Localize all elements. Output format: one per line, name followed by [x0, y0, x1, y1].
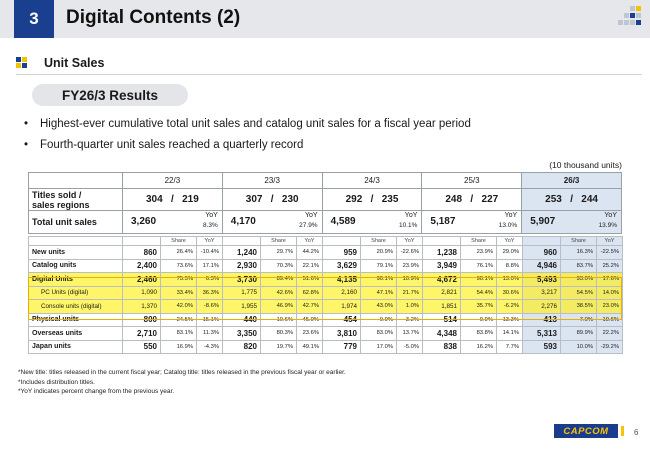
- total-label: Total unit sales: [29, 211, 123, 234]
- total-value: 4,170: [230, 216, 256, 227]
- share-value: 16.2%: [461, 340, 497, 354]
- share-value: 80.3%: [261, 327, 297, 341]
- yoy-value: 6.3%: [197, 273, 223, 287]
- share-value: 42.0%: [161, 300, 197, 314]
- unit-value: 2,276: [523, 300, 561, 314]
- year-header-current: 26/3: [522, 173, 622, 189]
- year-header: 24/3: [322, 173, 422, 189]
- total-value: 4,589: [330, 216, 356, 227]
- yoy-value: 13.7%: [397, 327, 423, 341]
- unit-value: 2,710: [123, 327, 161, 341]
- yoy-value: 10.1%: [398, 222, 418, 229]
- detail-table: [28, 236, 623, 354]
- value-header: [323, 237, 361, 246]
- yoy-value: 22.1%: [297, 259, 323, 273]
- unit-value: 454: [323, 313, 361, 327]
- yoy-value: 17.1%: [197, 259, 223, 273]
- table-row: [29, 259, 623, 273]
- row-label: Catalog units: [29, 259, 123, 273]
- yoy-value: 22.2%: [597, 327, 623, 341]
- section-number: 3: [14, 0, 54, 38]
- yoy-value: 10.9%: [397, 273, 423, 287]
- unit-value: 3,350: [223, 327, 261, 341]
- total-cell: [123, 211, 223, 234]
- bullet-text: Highest-ever cumulative total unit sales and catalog unit sales for a fiscal year period: [40, 118, 471, 130]
- share-value: 76.1%: [461, 259, 497, 273]
- footnotes: [18, 368, 346, 397]
- yoy-value: 1.0%: [397, 300, 423, 314]
- unit-value: 4,135: [323, 273, 361, 287]
- unit-value: 1,090: [123, 286, 161, 300]
- share-value: 73.6%: [161, 259, 197, 273]
- yoy-label: YoY: [205, 212, 218, 219]
- total-row: [29, 211, 622, 234]
- yoy-value: -29.2%: [597, 340, 623, 354]
- unit-value: 1,974: [323, 300, 361, 314]
- share-value: 16.9%: [161, 340, 197, 354]
- unit-value: 1,370: [123, 300, 161, 314]
- yoy-value: 25.2%: [597, 259, 623, 273]
- unit-note: (10 thousand units): [549, 160, 622, 170]
- unit-value: 5,313: [523, 327, 561, 341]
- unit-value: 2,930: [223, 259, 261, 273]
- yoy-value: 21.7%: [397, 286, 423, 300]
- footnote: *Includes distribution titles.: [18, 378, 95, 386]
- summary-year-row: [29, 173, 622, 189]
- corner-cell: [29, 237, 123, 246]
- section-icon: [16, 57, 27, 68]
- yoy-header: YoY: [397, 237, 423, 246]
- share-value: 7.0%: [561, 313, 597, 327]
- page-number: 6: [634, 428, 639, 437]
- unit-value: 1,775: [223, 286, 261, 300]
- share-value: 29.7%: [261, 246, 297, 260]
- unit-value: 779: [323, 340, 361, 354]
- unit-value: 820: [223, 340, 261, 354]
- share-value: 23.9%: [461, 246, 497, 260]
- yoy-value: 14.0%: [597, 286, 623, 300]
- share-value: 54.4%: [461, 286, 497, 300]
- unit-value: 3,810: [323, 327, 361, 341]
- titles-label: Titles sold / sales regions: [29, 189, 123, 211]
- unit-value: 3,949: [423, 259, 461, 273]
- share-value: 93.0%: [561, 273, 597, 287]
- unit-value: 2,460: [123, 273, 161, 287]
- unit-value: 4,348: [423, 327, 461, 341]
- value-header: [523, 237, 561, 246]
- share-value: 9.9%: [361, 313, 397, 327]
- yoy-value: 51.6%: [297, 273, 323, 287]
- share-value: 9.9%: [461, 313, 497, 327]
- unit-value: 3,730: [223, 273, 261, 287]
- share-header: Share: [561, 237, 597, 246]
- share-value: 83.1%: [161, 327, 197, 341]
- yoy-value: -22.6%: [397, 246, 423, 260]
- yoy-value: -4.3%: [197, 340, 223, 354]
- share-header: Share: [261, 237, 297, 246]
- share-header: Share: [461, 237, 497, 246]
- share-value: 89.9%: [561, 327, 597, 341]
- unit-value: 838: [423, 340, 461, 354]
- share-value: 83.8%: [461, 327, 497, 341]
- total-cell: [522, 211, 622, 234]
- table-row: [29, 340, 623, 354]
- yoy-label: YoY: [604, 212, 617, 219]
- total-cell: [222, 211, 322, 234]
- yoy-value: 13.3%: [497, 313, 523, 327]
- unit-value: 1,240: [223, 246, 261, 260]
- yoy-value: 13.9%: [598, 222, 617, 229]
- share-value: 43.0%: [361, 300, 397, 314]
- row-label: Console units (digital): [29, 300, 123, 314]
- share-value: 54.5%: [561, 286, 597, 300]
- share-value: 90.1%: [361, 273, 397, 287]
- share-value: 75.5%: [161, 273, 197, 287]
- year-header: 25/3: [422, 173, 522, 189]
- table-row: [29, 246, 623, 260]
- yoy-value: 36.3%: [197, 286, 223, 300]
- yoy-value: 44.2%: [297, 246, 323, 260]
- yoy-value: 62.8%: [297, 286, 323, 300]
- table-row: [29, 313, 623, 327]
- corner-cell: [29, 173, 123, 189]
- titles-row: [29, 189, 622, 211]
- share-value: 89.4%: [261, 273, 297, 287]
- share-value: 33.4%: [161, 286, 197, 300]
- table-row: [29, 286, 623, 300]
- unit-value: 3,217: [523, 286, 561, 300]
- yoy-value: -5.0%: [397, 340, 423, 354]
- yoy-label: YoY: [404, 212, 418, 219]
- yoy-value: 14.1%: [497, 327, 523, 341]
- yoy-header: YoY: [597, 237, 623, 246]
- share-value: 10.0%: [561, 340, 597, 354]
- row-label: Physical units: [29, 313, 123, 327]
- row-label: Japan units: [29, 340, 123, 354]
- yoy-value: 8.8%: [497, 259, 523, 273]
- unit-value: 959: [323, 246, 361, 260]
- bullet-text: Fourth-quarter unit sales reached a quarterly record: [40, 139, 304, 151]
- bullet-list: [24, 114, 471, 156]
- share-value: 24.5%: [161, 313, 197, 327]
- yoy-value: -6.2%: [497, 300, 523, 314]
- yoy-label: YoY: [504, 212, 518, 219]
- share-value: 83.7%: [561, 259, 597, 273]
- total-value: 5,187: [430, 216, 456, 227]
- detail-header-row: [29, 237, 623, 246]
- unit-value: 1,955: [223, 300, 261, 314]
- total-value: 5,907: [530, 216, 556, 227]
- titles-value: 248 / 227: [422, 189, 522, 211]
- logo-accent: [621, 426, 624, 436]
- page-title: Digital Contents (2): [66, 7, 241, 28]
- titles-value: 292 / 235: [322, 189, 422, 211]
- yoy-value: -45.0%: [297, 313, 323, 327]
- unit-value: 4,672: [423, 273, 461, 287]
- share-header: Share: [161, 237, 197, 246]
- share-value: 42.6%: [261, 286, 297, 300]
- total-value: 3,260: [131, 216, 157, 227]
- titles-value: 253 / 244: [522, 189, 622, 211]
- unit-value: 2,400: [123, 259, 161, 273]
- titles-value: 304 / 219: [123, 189, 223, 211]
- yoy-value: -10.4%: [197, 246, 223, 260]
- share-value: 47.1%: [361, 286, 397, 300]
- unit-value: 440: [223, 313, 261, 327]
- yoy-value: 13.0%: [498, 222, 518, 229]
- row-label: PC Units (digital): [29, 286, 123, 300]
- share-value: 20.9%: [361, 246, 397, 260]
- row-label: Overseas units: [29, 327, 123, 341]
- unit-value: 860: [123, 246, 161, 260]
- total-cell: [422, 211, 522, 234]
- footnote: *New title: titles released in the current fiscal year; Catalog title: titles released in the previous fiscal year or earlier.: [18, 369, 346, 376]
- yoy-value: 49.1%: [297, 340, 323, 354]
- yoy-header: YoY: [497, 237, 523, 246]
- row-label: New units: [29, 246, 123, 260]
- year-header: 23/3: [222, 173, 322, 189]
- yoy-value: 15.1%: [197, 313, 223, 327]
- unit-value: 5,493: [523, 273, 561, 287]
- section-divider: [16, 74, 642, 75]
- year-header: 22/3: [123, 173, 223, 189]
- unit-value: 514: [423, 313, 461, 327]
- total-cell: [322, 211, 422, 234]
- share-value: 70.3%: [261, 259, 297, 273]
- section-title: Unit Sales: [44, 56, 105, 70]
- share-value: 16.3%: [561, 246, 597, 260]
- value-header: [123, 237, 161, 246]
- yoy-value: 3.2%: [397, 313, 423, 327]
- header-bar: [0, 0, 650, 38]
- bullet-marker: •: [24, 118, 29, 130]
- value-header: [223, 237, 261, 246]
- table-row: [29, 327, 623, 341]
- unit-value: 413: [523, 313, 561, 327]
- unit-value: 1,851: [423, 300, 461, 314]
- unit-value: 4,946: [523, 259, 561, 273]
- share-value: 90.1%: [461, 273, 497, 287]
- yoy-value: 13.0%: [497, 273, 523, 287]
- yoy-value: 42.7%: [297, 300, 323, 314]
- yoy-value: 27.9%: [299, 222, 318, 229]
- share-value: 35.7%: [461, 300, 497, 314]
- table-row: [29, 300, 623, 314]
- yoy-header: YoY: [197, 237, 223, 246]
- share-value: 17.0%: [361, 340, 397, 354]
- yoy-header: YoY: [297, 237, 323, 246]
- results-badge: FY26/3 Results: [32, 84, 188, 106]
- yoy-value: 17.6%: [597, 273, 623, 287]
- capcom-logo: CAPCOM: [554, 424, 618, 438]
- yoy-value: 7.7%: [497, 340, 523, 354]
- yoy-value: -19.6%: [597, 313, 623, 327]
- yoy-value: 23.0%: [597, 300, 623, 314]
- yoy-value: 8.3%: [202, 222, 218, 229]
- yoy-value: 23.6%: [297, 327, 323, 341]
- share-value: 83.0%: [361, 327, 397, 341]
- grid-logo-icon: [616, 6, 642, 32]
- yoy-label: YoY: [305, 212, 318, 219]
- bullet-marker: •: [24, 139, 29, 151]
- unit-value: 2,821: [423, 286, 461, 300]
- unit-value: 960: [523, 246, 561, 260]
- share-value: 79.1%: [361, 259, 397, 273]
- unit-value: 800: [123, 313, 161, 327]
- value-header: [423, 237, 461, 246]
- summary-table: [28, 172, 622, 234]
- share-value: 38.5%: [561, 300, 597, 314]
- share-value: 46.9%: [261, 300, 297, 314]
- table-row: [29, 273, 623, 287]
- share-value: 19.7%: [261, 340, 297, 354]
- row-label: Digital Units: [29, 273, 123, 287]
- footnote: *YoY indicates percent change from the previous year.: [18, 388, 175, 395]
- yoy-value: -8.6%: [197, 300, 223, 314]
- yoy-value: 23.9%: [397, 259, 423, 273]
- yoy-value: 30.6%: [497, 286, 523, 300]
- unit-value: 593: [523, 340, 561, 354]
- yoy-value: -22.5%: [597, 246, 623, 260]
- yoy-value: 11.3%: [197, 327, 223, 341]
- unit-value: 1,238: [423, 246, 461, 260]
- share-header: Share: [361, 237, 397, 246]
- share-value: 26.4%: [161, 246, 197, 260]
- bullet-item: [24, 114, 471, 135]
- share-value: 10.6%: [261, 313, 297, 327]
- unit-value: 550: [123, 340, 161, 354]
- titles-value: 307 / 230: [222, 189, 322, 211]
- unit-value: 3,629: [323, 259, 361, 273]
- bullet-item: [24, 135, 471, 156]
- yoy-value: 29.0%: [497, 246, 523, 260]
- unit-value: 2,160: [323, 286, 361, 300]
